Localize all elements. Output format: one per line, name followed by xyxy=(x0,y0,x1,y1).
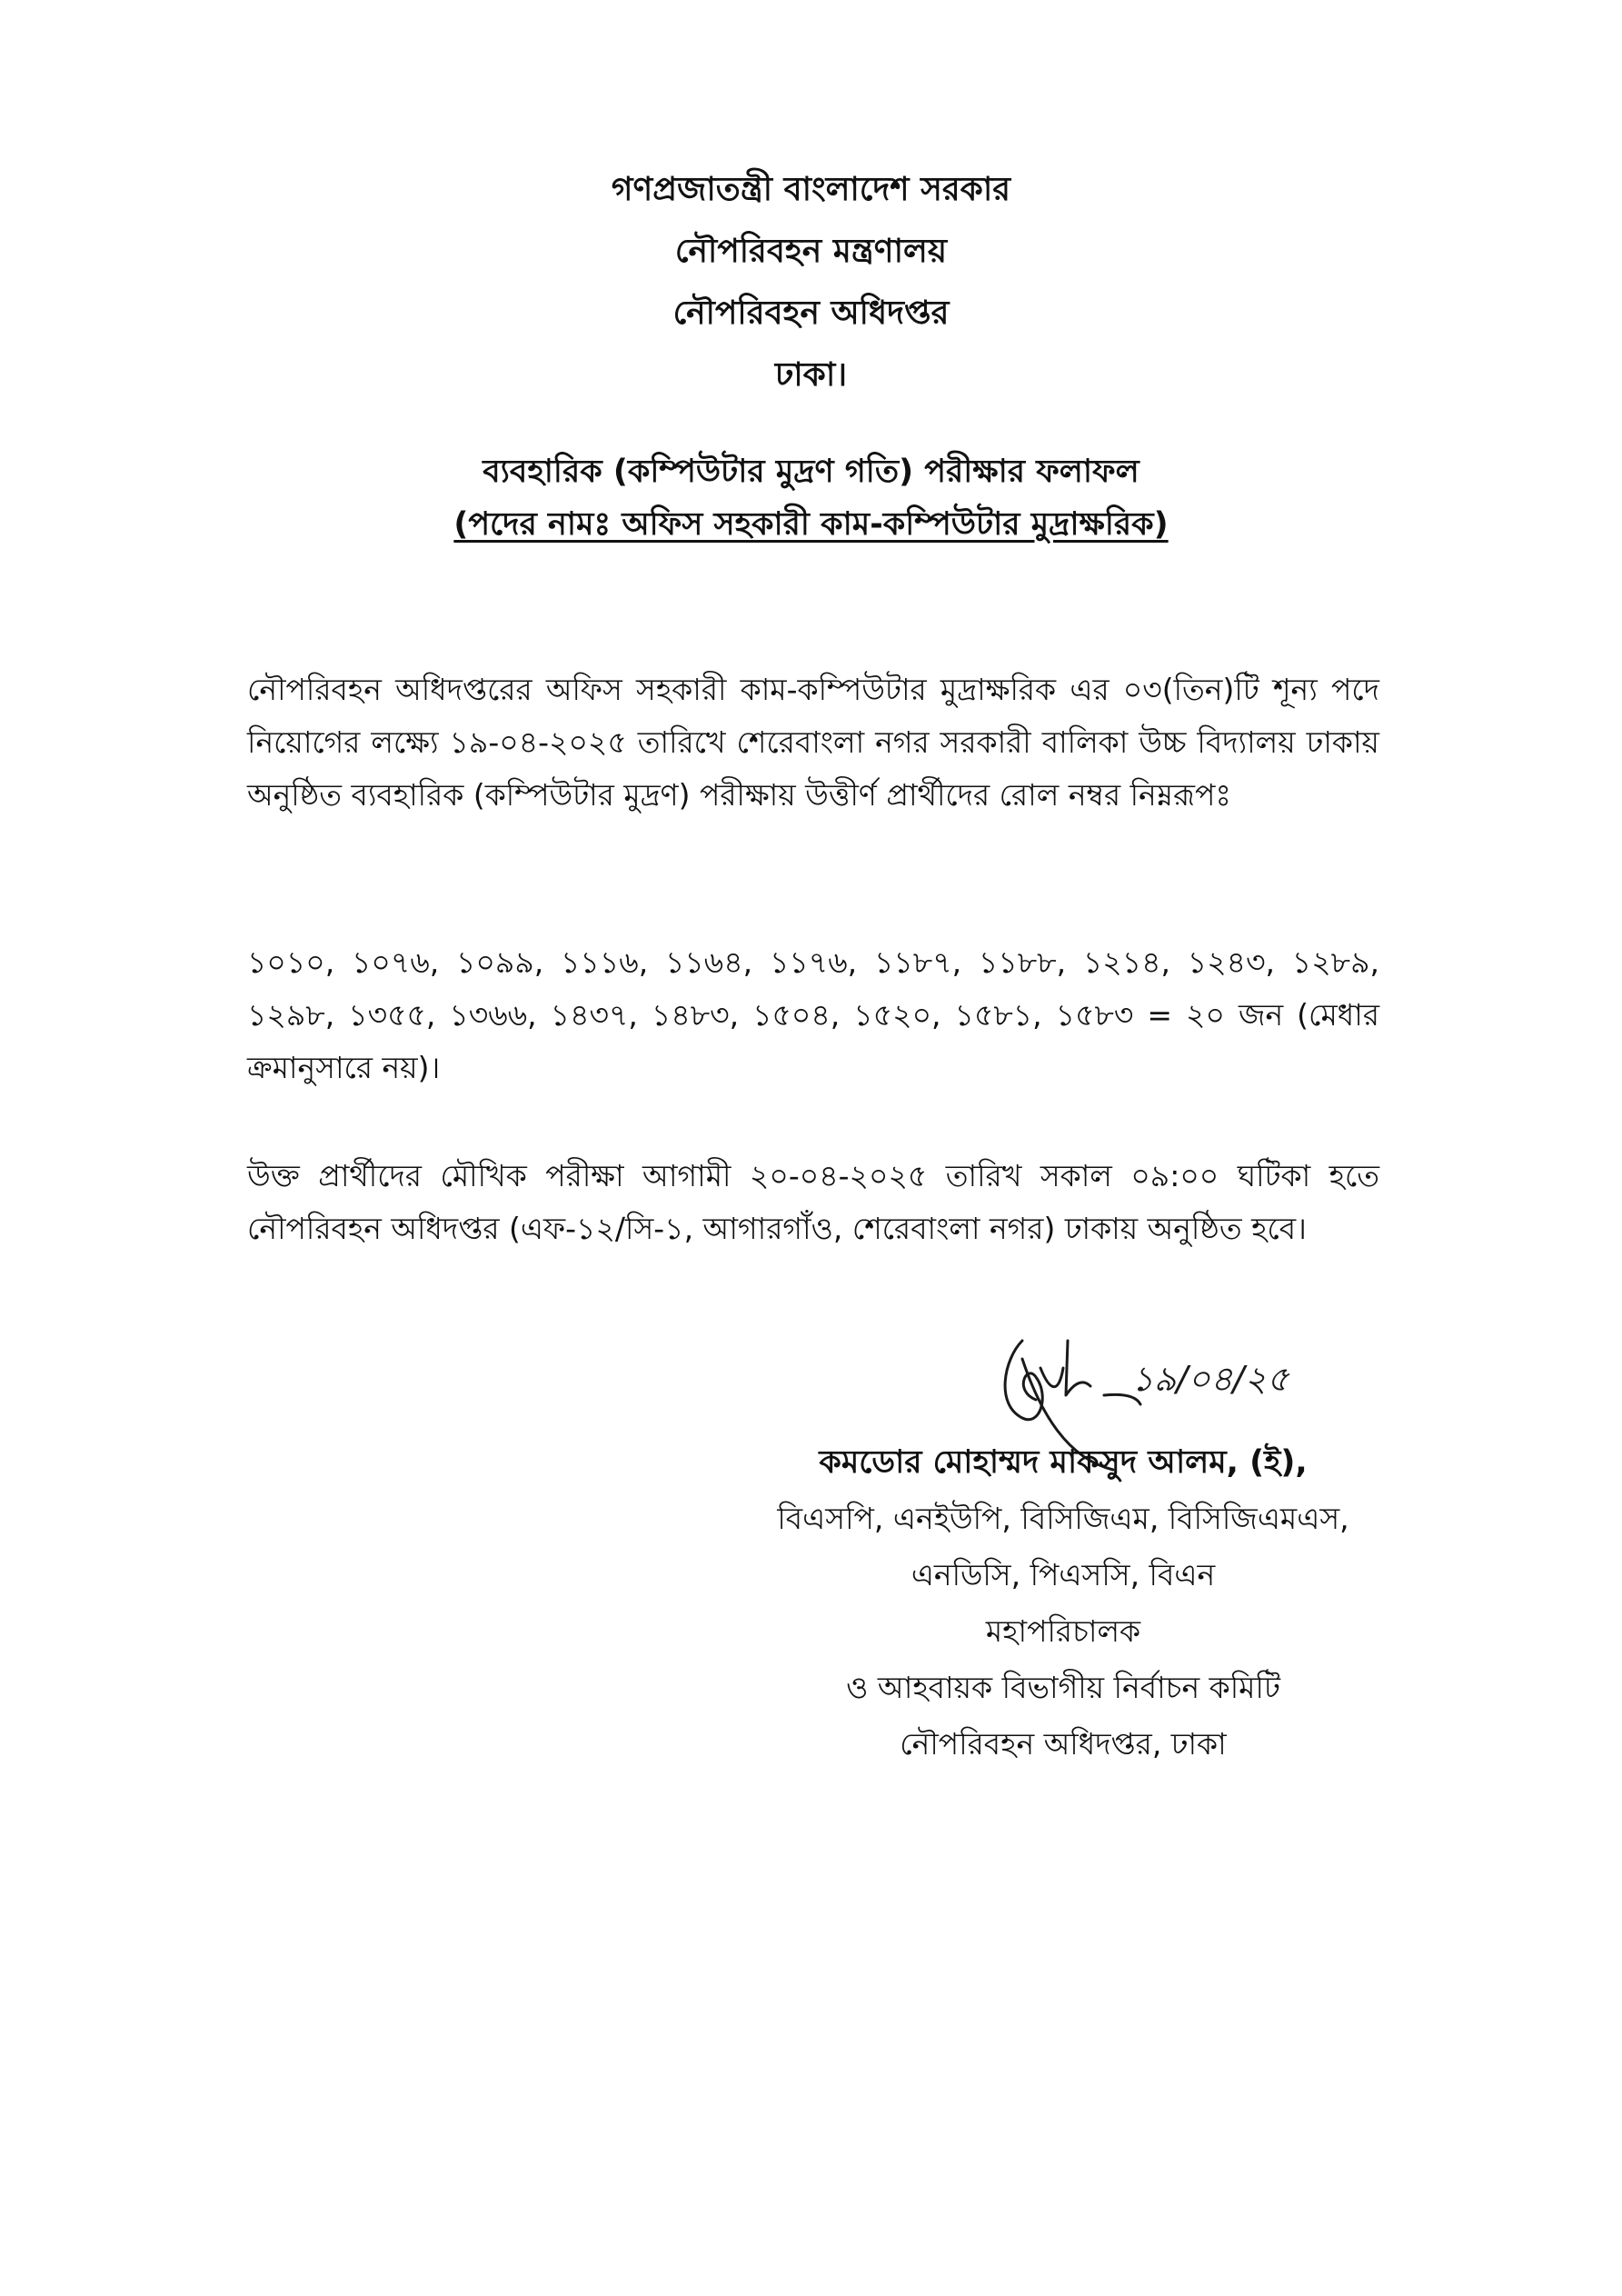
signatory-designation: মহাপরিচালক xyxy=(985,1613,1141,1649)
exam-intro-paragraph: নৌপরিবহন অধিদপ্তরের অফিস সহকারী কাম-কম্পিউটার মুদ্রাক্ষরিক এর ০৩(তিন)টি শূন্য পদে নিয়োগের লক্ষ্যে ১৯-০৪-২০২৫ তারিখে শেরেবাংলা নগর সরকারী বালিকা উচ্চ বিদ্যালয় ঢাকায় অনুষ্ঠিত ব্যবহারিক (কম্পিউটার মুদ্রণ) পরীক্ষায় উত্তীর্ণ প্রার্থীদের রোল নম্বর নিম্নরূপঃ xyxy=(247,672,1379,813)
signatory-credentials-2: এনডিসি, পিএসসি, বিএন xyxy=(911,1557,1216,1592)
roll-number-list: ১০১০, ১০৭৬, ১০৯৯, ১১১৬, ১১৬৪, ১১৭৬, ১১৮৭, ১১৮৮, ১২১৪, ১২৪৩, ১২৮৯, ১২৯৮, ১৩৫৫, ১৩৬৬, ১৪৩৭, ১৪৮৩, ১৫০৪, ১৫২০, ১৫৮১, ১৫৮৩ = ২০ জন (মেধার ক্রমানুসারে নয়)। xyxy=(247,944,1379,1085)
signature-date: ১৯/০৪/২৫ xyxy=(1131,1359,1289,1399)
post-name-line xyxy=(0,498,1622,551)
department-name: নৌপরিবহন অধিদপ্তর xyxy=(672,294,950,332)
city-name: ঢাকা। xyxy=(774,356,848,394)
letterhead xyxy=(0,159,1622,406)
signatory-credentials-1: বিএসপি, এনইউপি, বিসিজিএম, বিসিজিএমএস, xyxy=(777,1501,1349,1536)
signatory-name: কমডোর মোহাম্মদ মাকসুদ আলম, (ই), xyxy=(819,1444,1308,1481)
government-name: গণপ্রজাতন্ত্রী বাংলাদেশ সরকার xyxy=(611,171,1011,208)
notice-subject xyxy=(0,445,1622,551)
signatory-block xyxy=(654,1434,1472,1772)
ministry-name: নৌপরিবহন মন্ত্রণালয় xyxy=(674,233,948,270)
signatory-office: নৌপরিবহন অধিদপ্তর, ঢাকা xyxy=(900,1726,1227,1762)
notice-title: ব্যবহারিক (কম্পিউটার মুদ্রণ গতি) পরীক্ষার ফলাফল xyxy=(483,454,1139,490)
post-name: (পদের নামঃ অফিস সহকারী কাম-কম্পিউটার মুদ্রাক্ষরিক) xyxy=(453,506,1169,543)
viva-notice-paragraph: উক্ত প্রার্থীদের মৌখিক পরীক্ষা আগামী ২০-০৪-২০২৫ তারিখ সকাল ০৯:০০ ঘটিকা হতে নৌপরিবহন অধিদপ্তর (এফ-১২/সি-১, আগারগাঁও, শেরেবাংলা নগর) ঢাকায় অনুষ্ঠিত হবে। xyxy=(247,1158,1379,1246)
signatory-committee-role: ও আহবায়ক বিভাগীয় নির্বাচন কমিটি xyxy=(846,1670,1280,1705)
